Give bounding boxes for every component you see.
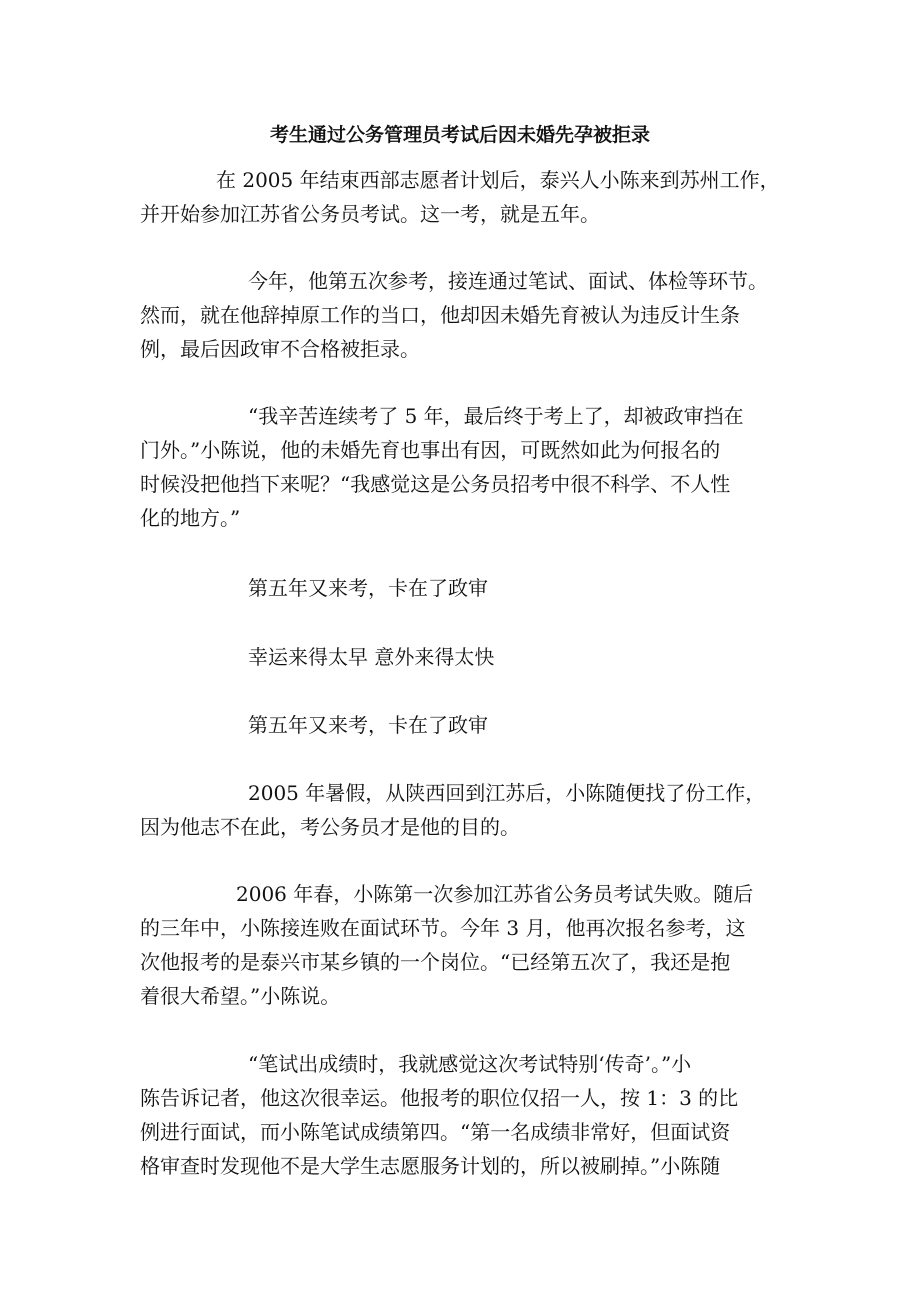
paragraph-line: 在 2005 年结束西部志愿者计划后，泰兴人小陈来到苏州工作，: [216, 168, 780, 192]
paragraph-line: 2005 年暑假，从陕西回到江苏后，小陈随便找了份工作，: [248, 781, 766, 805]
paragraph-line: 第五年又来考，卡在了政审: [248, 713, 488, 737]
section-heading-2: [140, 640, 790, 674]
paragraph-line: 因为他志不在此，考公务员才是他的目的。: [140, 815, 520, 839]
paragraph-line: 的三年中，小陈接连败在面试环节。今年 3 月，他再次报名参考，这: [140, 916, 746, 940]
paragraph-6: [140, 1047, 790, 1183]
document-title: 考生通过公务管理员考试后因未婚先孕被拒录: [269, 124, 650, 146]
paragraph-line: 次他报考的是泰兴市某乡镇的一个岗位。“已经第五次了，我还是抱: [140, 950, 731, 974]
section-heading-1: [140, 571, 790, 605]
paragraph-line: 幸运来得太早 意外来得太快: [248, 645, 495, 669]
paragraph-line: 然而，就在他辞掉原工作的当口，他却因未婚先育被认为违反计生条: [140, 303, 740, 327]
paragraph-2: [140, 264, 790, 366]
paragraph-line: 例进行面试，而小陈笔试成绩第四。“第一名成绩非常好，但面试资: [140, 1120, 731, 1144]
paragraph-line: “笔试出成绩时，我就感觉这次考试特别‘传奇’。”小: [248, 1052, 692, 1076]
paragraph-line: 着很大希望。”小陈说。: [140, 984, 341, 1008]
paragraph-line: 时候没把他挡下来呢？“我感觉这是公务员招考中很不科学、不人性: [140, 472, 731, 496]
paragraph-3: [140, 399, 790, 535]
section-heading-3: [140, 708, 790, 742]
paragraph-line: 第五年又来考，卡在了政审: [248, 576, 488, 600]
paragraph-5: [140, 877, 790, 1013]
paragraph-4: [140, 776, 790, 844]
paragraph-line: “我辛苦连续考了 5 年，最后终于考上了，却被政审挡在: [248, 404, 744, 428]
paragraph-1: [140, 163, 790, 231]
paragraph-line: 并开始参加江苏省公务员考试。这一考，就是五年。: [140, 202, 600, 226]
paragraph-line: 化的地方。”: [140, 506, 241, 530]
paragraph-line: 2006 年春，小陈第一次参加江苏省公务员考试失败。随后: [236, 882, 754, 906]
paragraph-line: 例，最后因政审不合格被拒录。: [140, 337, 420, 361]
paragraph-line: 今年，他第五次参考，接连通过笔试、面试、体检等环节。: [248, 269, 768, 293]
paragraph-line: 陈告诉记者，他这次很幸运。他报考的职位仅招一人，按 1：3 的比: [140, 1086, 739, 1110]
paragraph-line: 门外。”小陈说，他的未婚先育也事出有因，可既然如此为何报名的: [140, 438, 721, 462]
paragraph-line: 格审查时发现他不是大学生志愿服务计划的，所以被刷掉。”小陈随: [140, 1154, 721, 1178]
